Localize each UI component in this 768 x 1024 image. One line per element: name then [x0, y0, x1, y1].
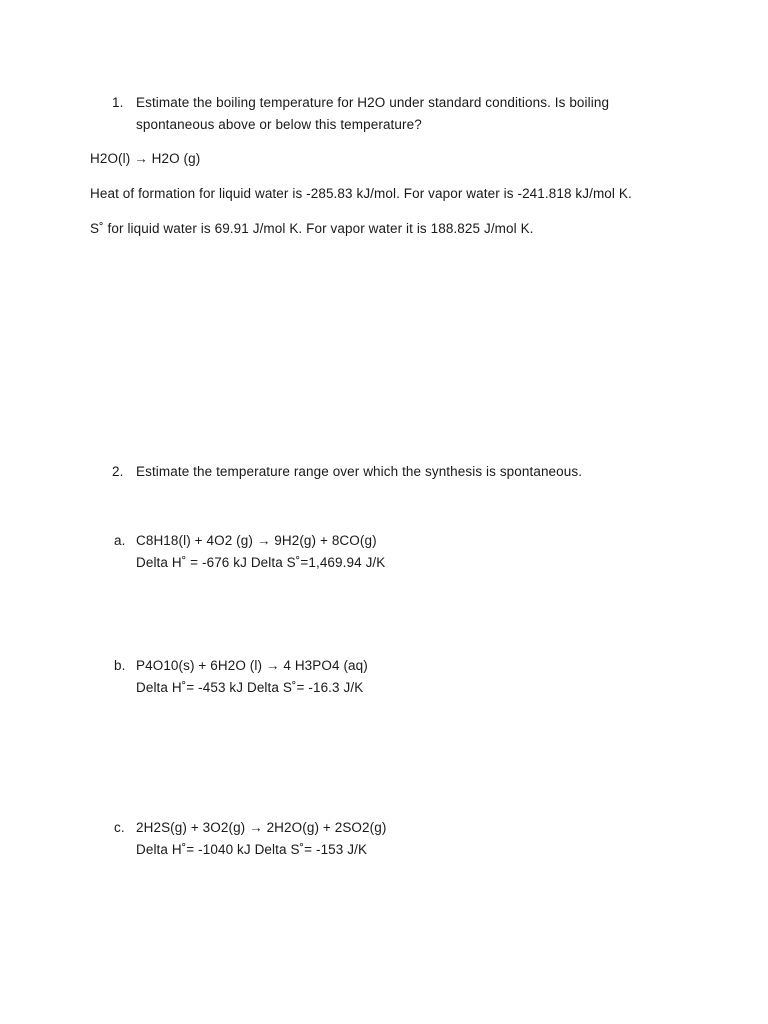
part-a-equation: C8H18(l) + 4O2 (g) → 9H2(g) + 8CO(g) — [136, 533, 377, 548]
question-1-number: 1. — [112, 95, 124, 110]
heat-of-formation-text: Heat of formation for liquid water is -285.83 kJ/mol. For vapor water is -241.818 kJ/mol K. — [90, 186, 632, 201]
question-2-text: Estimate the temperature range over which the synthesis is spontaneous. — [136, 464, 583, 479]
part-a-label: a. — [114, 533, 126, 548]
part-c-equation: 2H2S(g) + 3O2(g) → 2H2O(g) + 2SO2(g) — [136, 820, 387, 835]
part-b-label: b. — [114, 658, 126, 673]
entropy-text: S˚ for liquid water is 69.91 J/mol K. For vapor water it is 188.825 J/mol K. — [90, 221, 534, 236]
question-1-text-line-2: spontaneous above or below this temperature? — [136, 117, 422, 132]
part-c-values: Delta H˚= -1040 kJ Delta S˚= -153 J/K — [136, 842, 368, 857]
reaction-water-boiling: H2O(l) → H2O (g) — [90, 151, 201, 166]
part-a-values: Delta H˚ = -676 kJ Delta S˚=1,469.94 J/K — [136, 555, 386, 570]
question-1-text-line-1: Estimate the boiling temperature for H2O under standard conditions. Is boiling — [136, 95, 610, 110]
question-2-number: 2. — [112, 464, 124, 479]
part-b-values: Delta H˚= -453 kJ Delta S˚= -16.3 J/K — [136, 680, 364, 695]
part-c-label: c. — [114, 820, 125, 835]
part-b-equation: P4O10(s) + 6H2O (l) → 4 H3PO4 (aq) — [136, 658, 368, 673]
